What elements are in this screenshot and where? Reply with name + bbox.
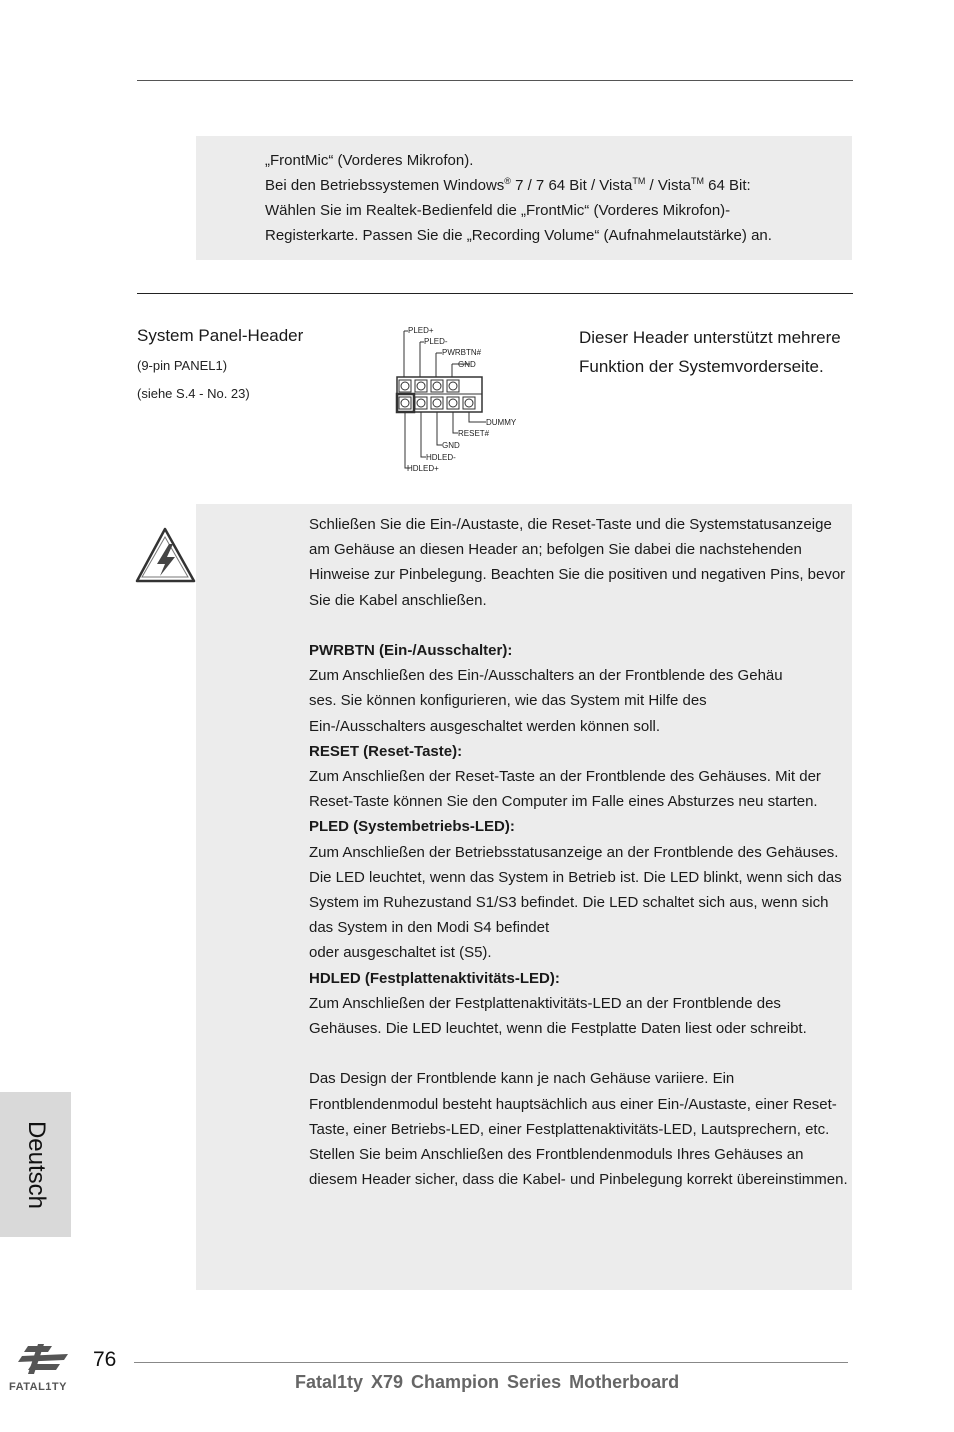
panel-header-title: System Panel-Header — [137, 326, 304, 345]
label-hdled-minus: HDLED- — [426, 453, 456, 462]
pwrbtn-heading: PWRBTN (Ein-/Ausschalter): — [309, 642, 513, 659]
note-text — [265, 148, 845, 248]
footer-rule — [134, 1362, 848, 1363]
label-pled-plus: PLED+ — [408, 326, 434, 335]
reset-heading: RESET (Reset-Taste): — [309, 742, 463, 760]
panel-header-pin-diagram — [390, 322, 525, 474]
pled-heading: PLED (Systembetriebs-LED): — [309, 818, 515, 836]
warning-icon — [135, 526, 197, 584]
hdled-text: Zum Anschließen der Festplattenaktivitäts-LED an der Frontblende des Gehäuses. Die LED leuchtet, wenn die Festplatte Daten liest oder schreibt. — [309, 994, 807, 1038]
reset-text: Zum Anschließen der Reset-Taste an der Frontblende des Gehäuses. Mit der Reset-Taste können Sie den Computer im Falle eines Absturzes neu starten. — [309, 768, 821, 811]
pled-text-end: oder ausgeschaltet ist (S5). — [309, 944, 492, 962]
instructions-text — [309, 512, 851, 1192]
label-pled-minus: PLED- — [424, 337, 448, 346]
pwrbtn-text-line-1: Zum Anschließen des Ein-/Ausschalters an der Frontblende des Gehäu — [309, 667, 783, 685]
note-line-3: Wählen Sie im Realtek-Bedienfeld die „FrontMic“ (Vorderes Mikrofon)- — [265, 202, 731, 219]
fatal1ty-logo — [8, 1340, 92, 1398]
top-rule — [137, 80, 853, 81]
note-line-1: „FrontMic“ (Vorderes Mikrofon). — [265, 152, 474, 169]
logo-wordmark: FATAL1TY — [9, 1381, 67, 1393]
panel-header-description: Dieser Header unterstützt mehrere Funktion der Systemvorderseite. — [579, 328, 841, 376]
section-rule — [137, 293, 853, 294]
label-pwrbtn: PWRBTN# — [442, 348, 482, 357]
label-hdled-plus: HDLED+ — [407, 464, 439, 473]
hdled-heading: HDLED (Festplattenaktivitäts-LED): — [309, 969, 560, 987]
design-paragraph: Das Design der Frontblende kann je nach Gehäuse variiere. Ein Frontblendenmodul besteht hauptsächlich aus einer Ein-/Austaste, einer Reset-Taste, einer Betriebs-LED, einer Festplattenaktivitäts-LED, Lautsprechern, etc. Stellen Sie beim Anschließen des Frontblendenmoduls Ihres Gehäuses an diesem Header sicher, dass die Kabel- und Pinbelegung korrekt übereinstimmen. — [309, 1070, 848, 1189]
label-reset: RESET# — [458, 429, 490, 438]
panel-header-instructions — [196, 504, 852, 1290]
note-line-4: Registerkarte. Passen Sie die „Recording Volume“ (Aufnahmelautstärke) an. — [265, 227, 772, 244]
panel-header-reference: (siehe S.4 - No. 23) — [137, 386, 250, 401]
language-tab-label: Deutsch — [22, 1120, 50, 1209]
label-dummy: DUMMY — [486, 418, 517, 427]
panel-header-pin-count: (9-pin PANEL1) — [137, 358, 228, 373]
label-gnd-top: GND — [458, 360, 476, 369]
intro-paragraph: Schließen Sie die Ein-/Austaste, die Reset-Taste und die Systemstatusanzeige am Gehäuse an diesen Header an; befolgen Sie dabei die nachstehenden Hinweise zur Pinbelegung. Beachten Sie die positiven und negativen Pins, bevor Sie die Kabel anschließen. — [309, 516, 846, 609]
footer-title: Fatal1ty X79 Champion Series Motherboard — [295, 1372, 680, 1392]
label-gnd-bottom: GND — [442, 441, 460, 450]
pled-text: Zum Anschließen der Betriebsstatusanzeige an der Frontblende des Gehäuses. Die LED leuchtet, wenn das System in Betrieb ist. Die LED blinkt, wenn sich das System im Ruhezustand S1/S3 befindet. Die LED schaltet sich aus, wenn sich das System in den Modi S4 befindet — [309, 843, 842, 937]
language-tab — [0, 1092, 71, 1237]
note-box — [196, 136, 852, 260]
pwrbtn-text-line-2: ses. Sie können konfigurieren, wie das System mit Hilfe des — [309, 692, 707, 710]
page-number: 76 — [93, 1348, 117, 1371]
pwrbtn-text-line-3: Ein-/Ausschalters ausgeschaltet werden können soll. — [309, 717, 661, 735]
note-line-2: Bei den Betriebssystemen Windows® 7 / 7 64 Bit / Vista™ / Vista™ 64 Bit: — [265, 176, 751, 194]
